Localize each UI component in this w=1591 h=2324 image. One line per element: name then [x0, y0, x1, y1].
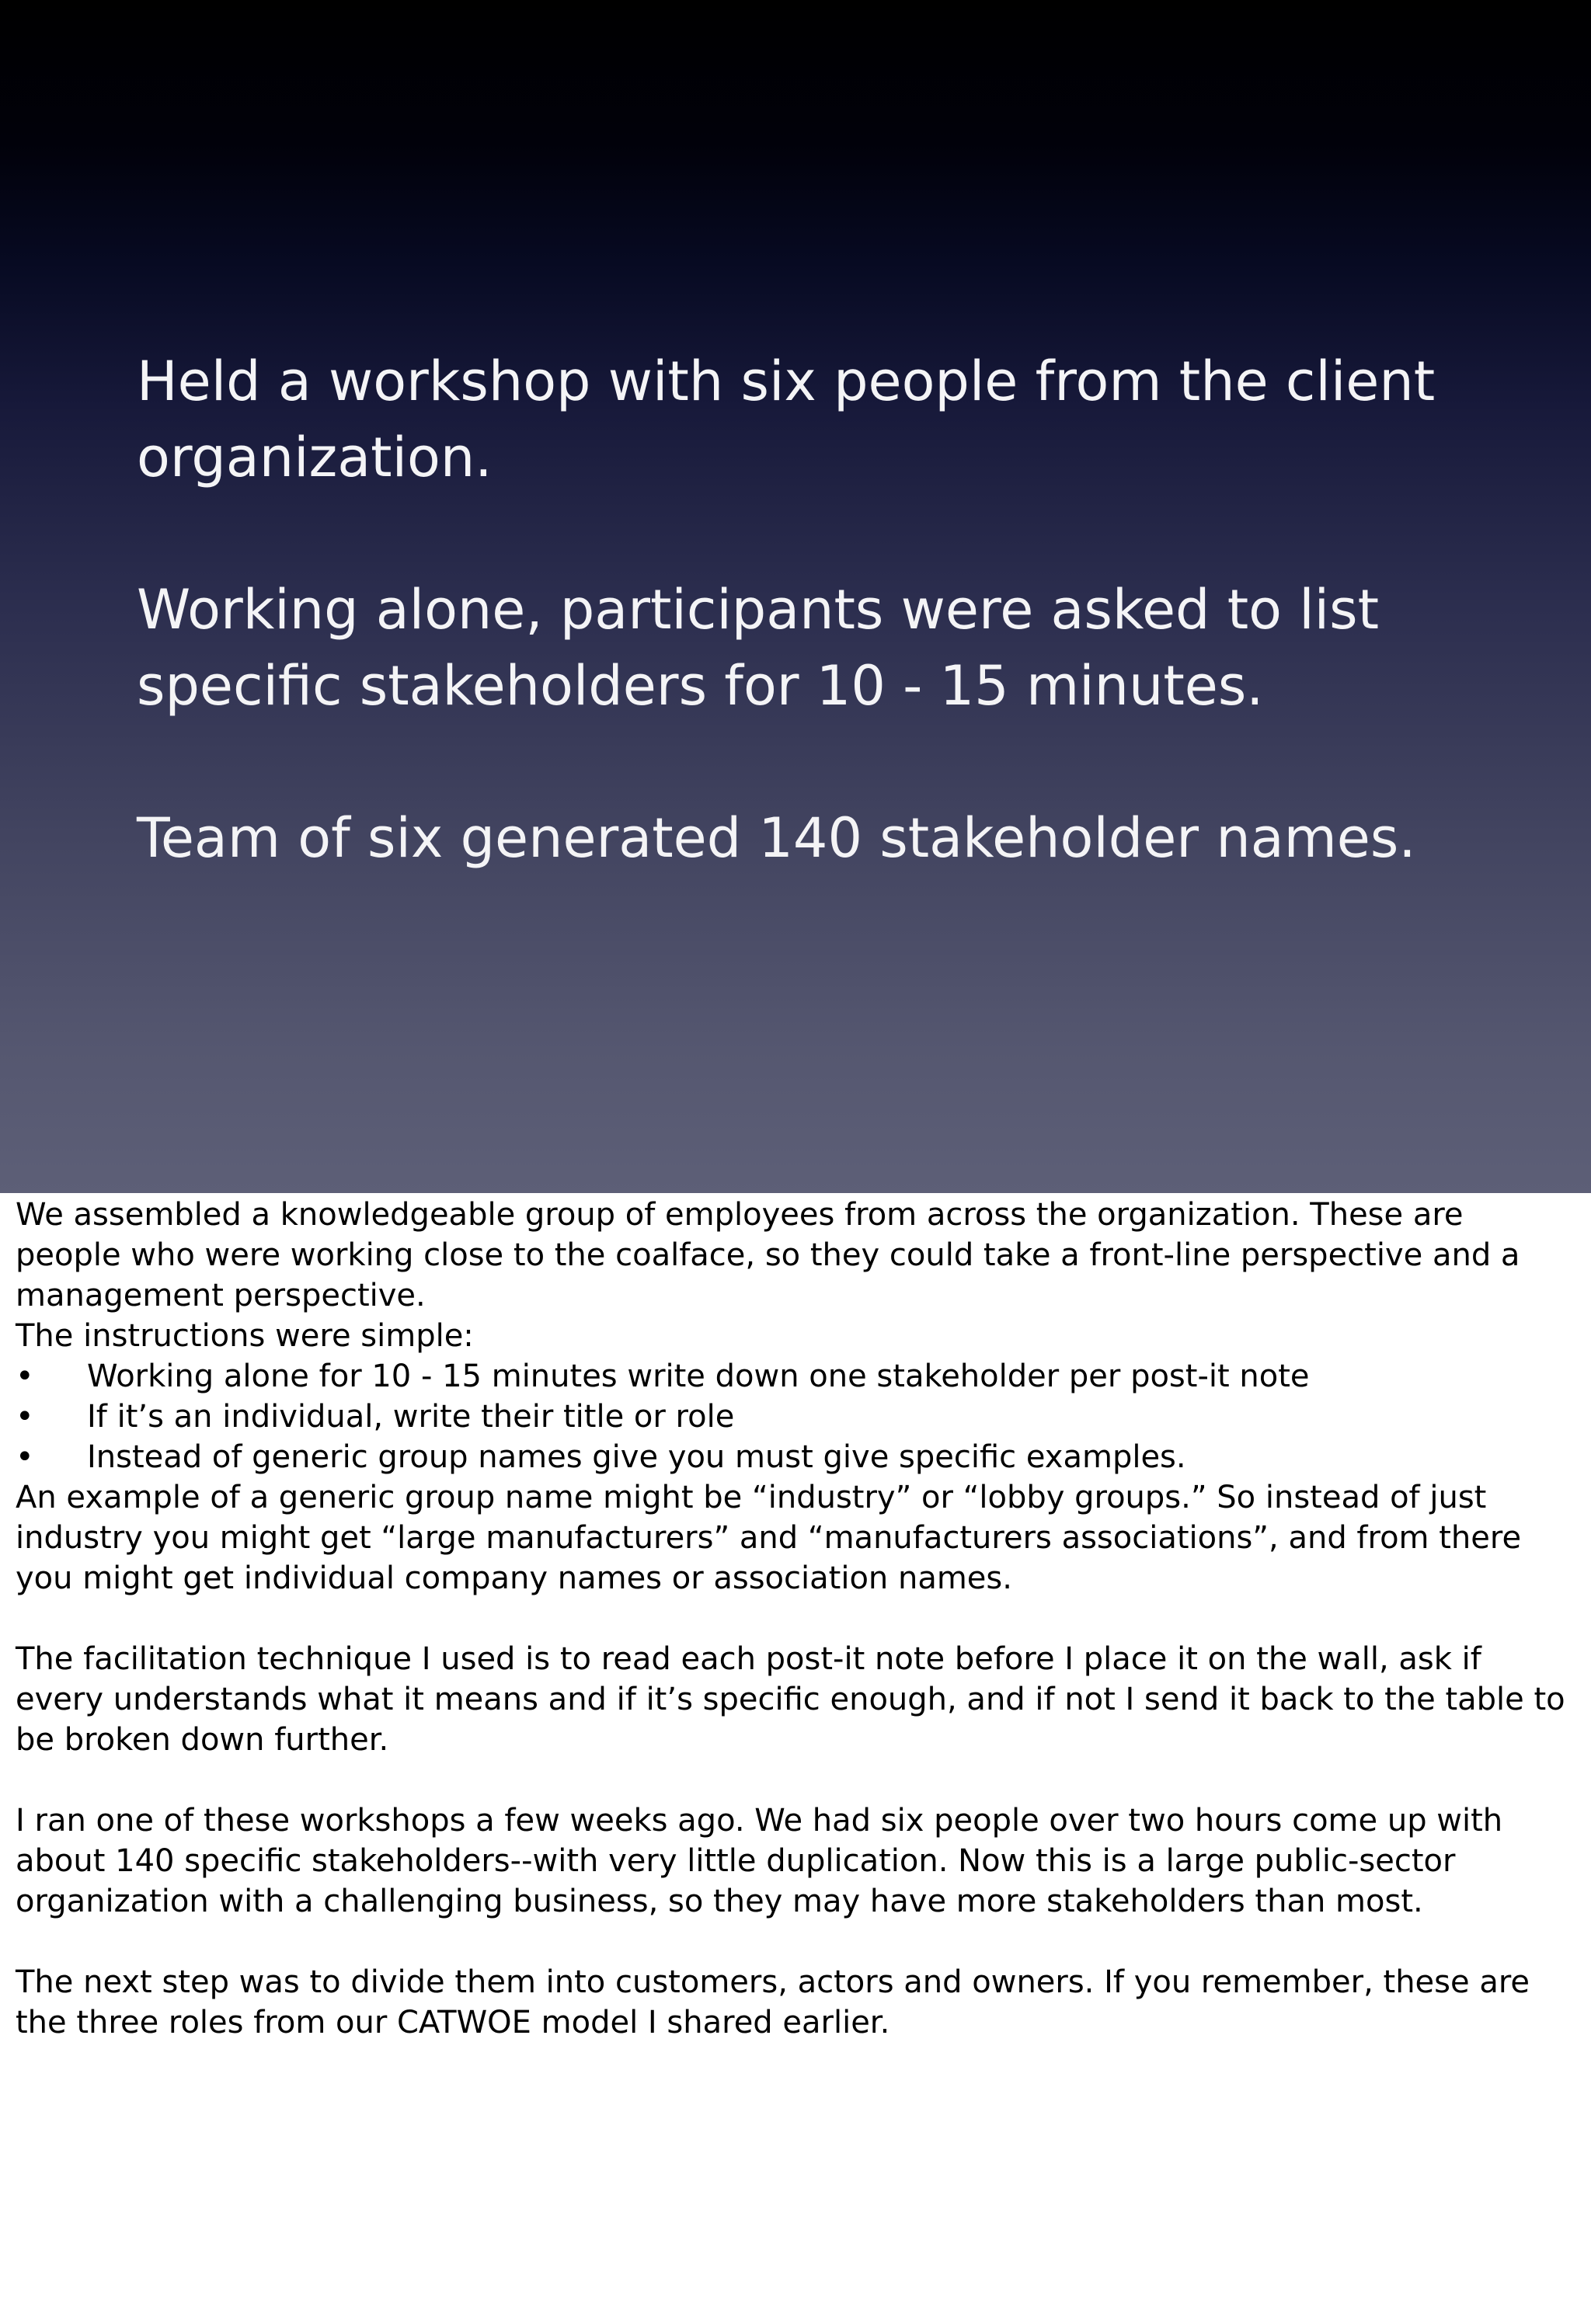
list-item-text: Working alone for 10 - 15 minutes write down one stakeholder per post-it note: [87, 1359, 1310, 1394]
list-item: [16, 1437, 1577, 1477]
notes-intro: We assembled a knowledgeable group of employees from across the organization. These are people who were working close to the coalface, so they could take a front-line perspective and a management perspective.: [16, 1197, 1520, 1313]
notes-result: I ran one of these workshops a few weeks ago. We had six people over two hours come up with about 140 specific stakeholders--with very little duplication. Now this is a large public-sector organization with a challenging business, so they may have more stakeholders than most.: [16, 1803, 1503, 1919]
list-item-text: If it’s an individual, write their title or role: [87, 1399, 735, 1435]
speaker-notes: [16, 1195, 1577, 2043]
list-item: [16, 1356, 1577, 1397]
notes-next-step: The next step was to divide them into customers, actors and owners. If you remember, these are the three roles from our CATWOE model I shared earlier.: [16, 1964, 1530, 2040]
list-item: [16, 1397, 1577, 1437]
slide-paragraph-result: Team of six generated 140 stakeholder names.: [137, 806, 1416, 870]
bullet-icon: •: [16, 1399, 34, 1435]
notes-instructions-list: [16, 1356, 1577, 1477]
notes-instructions-heading: The instructions were simple:: [16, 1318, 474, 1354]
notes-example: An example of a generic group name might be “industry” or “lobby groups.” So instead of just industry you might get “large manufacturers” and “manufacturers associations”, and from there you might get individual company names or association names.: [16, 1480, 1522, 1596]
bullet-icon: •: [16, 1439, 34, 1475]
slide-paragraph-instructions: Working alone, participants were asked to list specific stakeholders for 10 - 15 minutes.: [137, 578, 1380, 718]
bullet-icon: •: [16, 1359, 34, 1394]
notes-technique: The facilitation technique I used is to read each post-it note before I place it on the wall, ask if every understands what it means and if it’s specific enough, and if not I send it back to the table to be broken down further.: [16, 1641, 1565, 1758]
list-item-text: Instead of generic group names give you must give specific examples.: [87, 1439, 1186, 1475]
slide-paragraph-workshop: Held a workshop with six people from the client organization.: [137, 350, 1436, 489]
slide-body: [137, 343, 1473, 876]
